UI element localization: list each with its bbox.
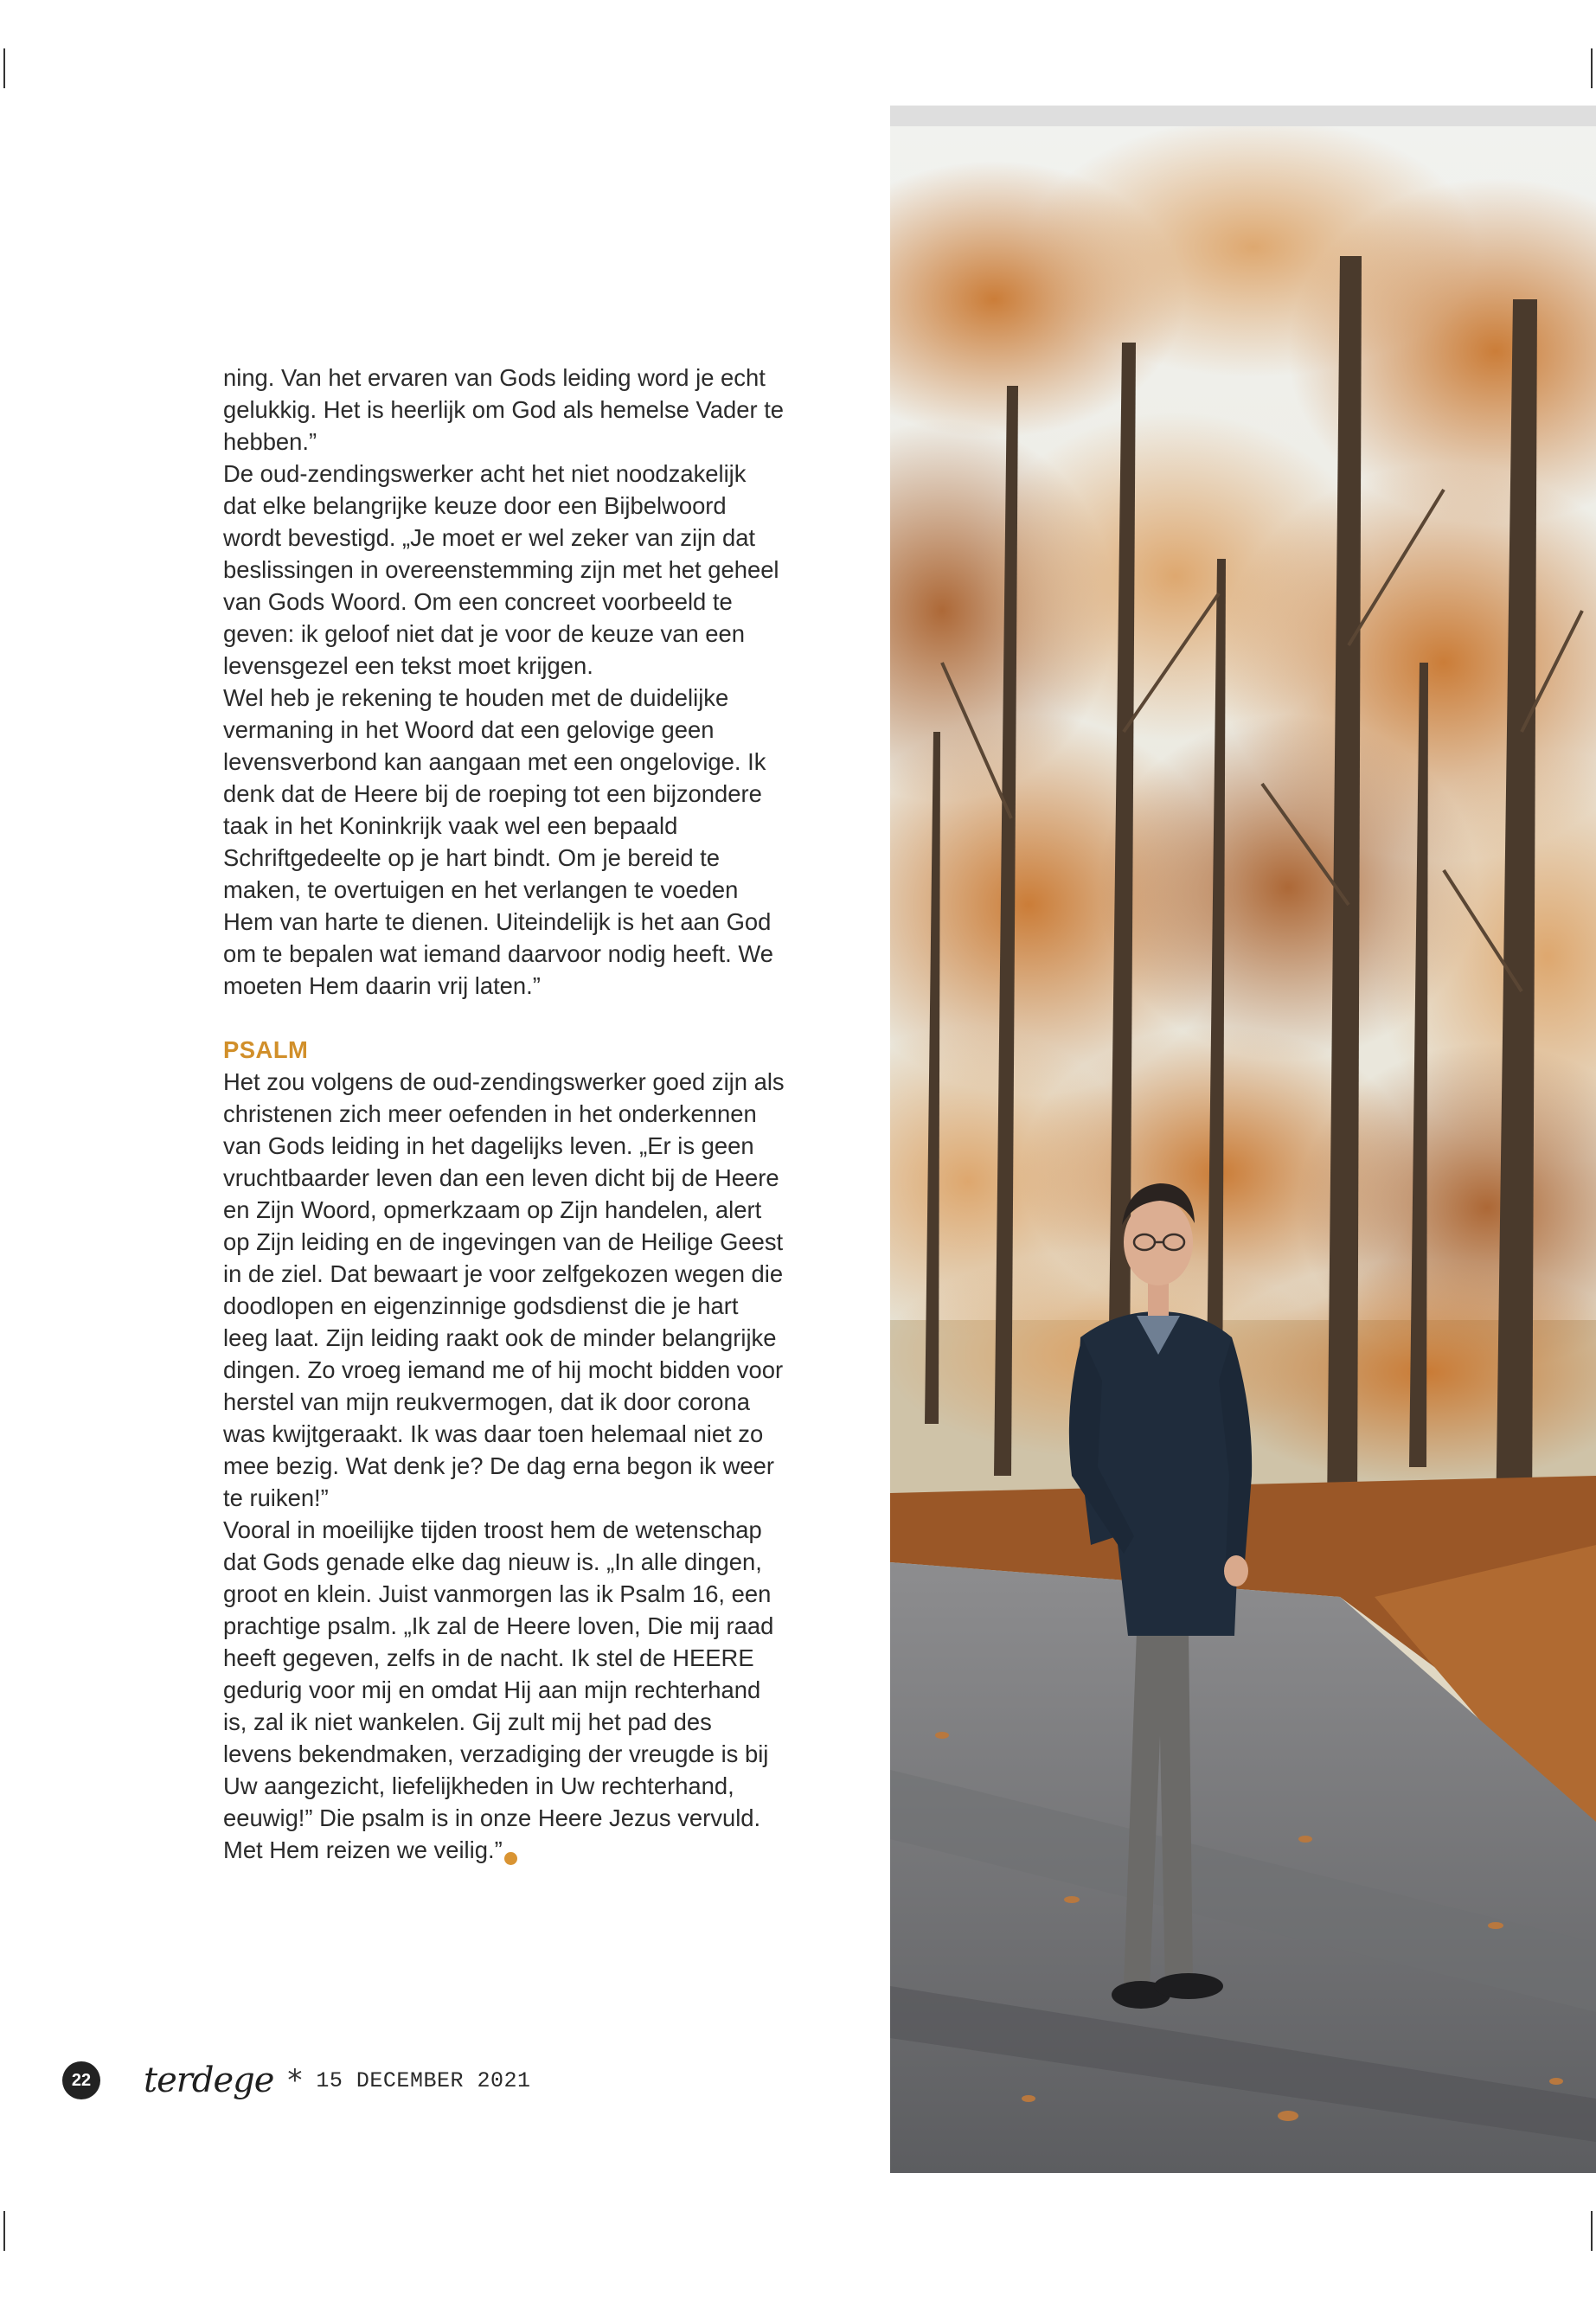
paragraph-5-text: Vooral in moeilijke tijden troost hem de wetenschap dat Gods genade elke dag nieuw is. „In alle dingen, groot en klein. Juist vanmorgen las ik Psalm 16, een prachtige psalm. „Ik zal de Heere loven, Die mij raad heeft gegeven, zelfs in de nacht. Ik stel de HEERE gedurig voor mij en omdat Hij aan mijn rechterhand is, zal ik niet wankelen. Gij zult mij het pad des levens bekendmaken, verzadiging der vreugde is bij Uw aangezicht, liefelijkheden in Uw rechterhand, eeuwig!” Die psalm is in onze Heere Jezus vervuld. Met Hem reizen we veilig.” (223, 1516, 774, 1863)
crop-mark-bottom-left (3, 2211, 5, 2251)
issue-date: 15 DECEMBER 2021 (316, 2067, 531, 2093)
paragraph-3: Wel heb je rekening te houden met de duidelijke vermaning in het Woord dat een gelovige geen levensverbond kan aangaan met een ongelovige. Ik denk dat de Heere bij de roeping tot een bijzondere taak in het Koninkrijk vaak wel een bepaald Schriftgedeelte op je hart bindt. Om je bereid te maken, te overtuigen en het verlangen te voeden Hem van harte te dienen. Uiteindelijk is het aan God om te bepalen wat iemand daarvoor nodig heeft. We moeten Hem daarin vrij laten.” (223, 684, 773, 999)
crop-mark-bottom-right (1591, 2211, 1593, 2251)
paragraph-2: De oud-zendingswerker acht het niet noodzakelijk dat elke belangrijke keuze door een Bijbelwoord wordt bevestigd. „Je moet er wel zeker van zijn dat beslissingen in overeenstemming zijn met het geheel van Gods Woord. Om een concreet voorbeeld te geven: ik geloof niet dat je voor de keuze van een levensgezel een tekst moet krijgen. (223, 460, 779, 679)
magazine-logo: terdege (144, 2061, 274, 2100)
crop-mark-top-left (3, 48, 5, 88)
separator-asterisk: * (287, 2063, 303, 2098)
end-mark-dot (504, 1852, 517, 1865)
subheading-psalm: PSALM (223, 1036, 309, 1063)
page-footer (62, 2059, 530, 2102)
article-body (223, 362, 785, 1866)
photo-top-band (890, 106, 1596, 126)
photo-man-in-autumn-forest (890, 126, 1596, 2173)
paragraph-4: Het zou volgens de oud-zendingswerker goed zijn als christenen zich meer oefenden in het onderkennen van Gods leiding in het dagelijks leven. „Er is geen vruchtbaarder leven dan een leven dicht bij de Heere en Zijn Woord, opmerkzaam op Zijn handelen, alert op Zijn leiding en de ingevingen van de Heilige Geest in de ziel. Dat bewaart je voor zelfgekozen wegen die doodlopen en eigenzinnige godsdienst die je hart leeg laat. Zijn leiding raakt ook de minder belangrijke dingen. Zo vroeg iemand me of hij mocht bidden voor herstel van mijn reukvermogen, dat ik door corona was kwijtgeraakt. Ik was daar toen helemaal niet zo mee bezig. Wat denk je? De dag erna begon ik weer te ruiken!” (223, 1068, 785, 1511)
crop-mark-top-right (1591, 48, 1593, 88)
page-number-badge: 22 (62, 2061, 100, 2099)
paragraph-5 (223, 1514, 785, 1866)
photo-frame (890, 106, 1596, 2173)
paragraph-1: ning. Van het ervaren van Gods leiding word je echt gelukkig. Het is heerlijk om God als hemelse Vader te hebben.” (223, 364, 785, 455)
